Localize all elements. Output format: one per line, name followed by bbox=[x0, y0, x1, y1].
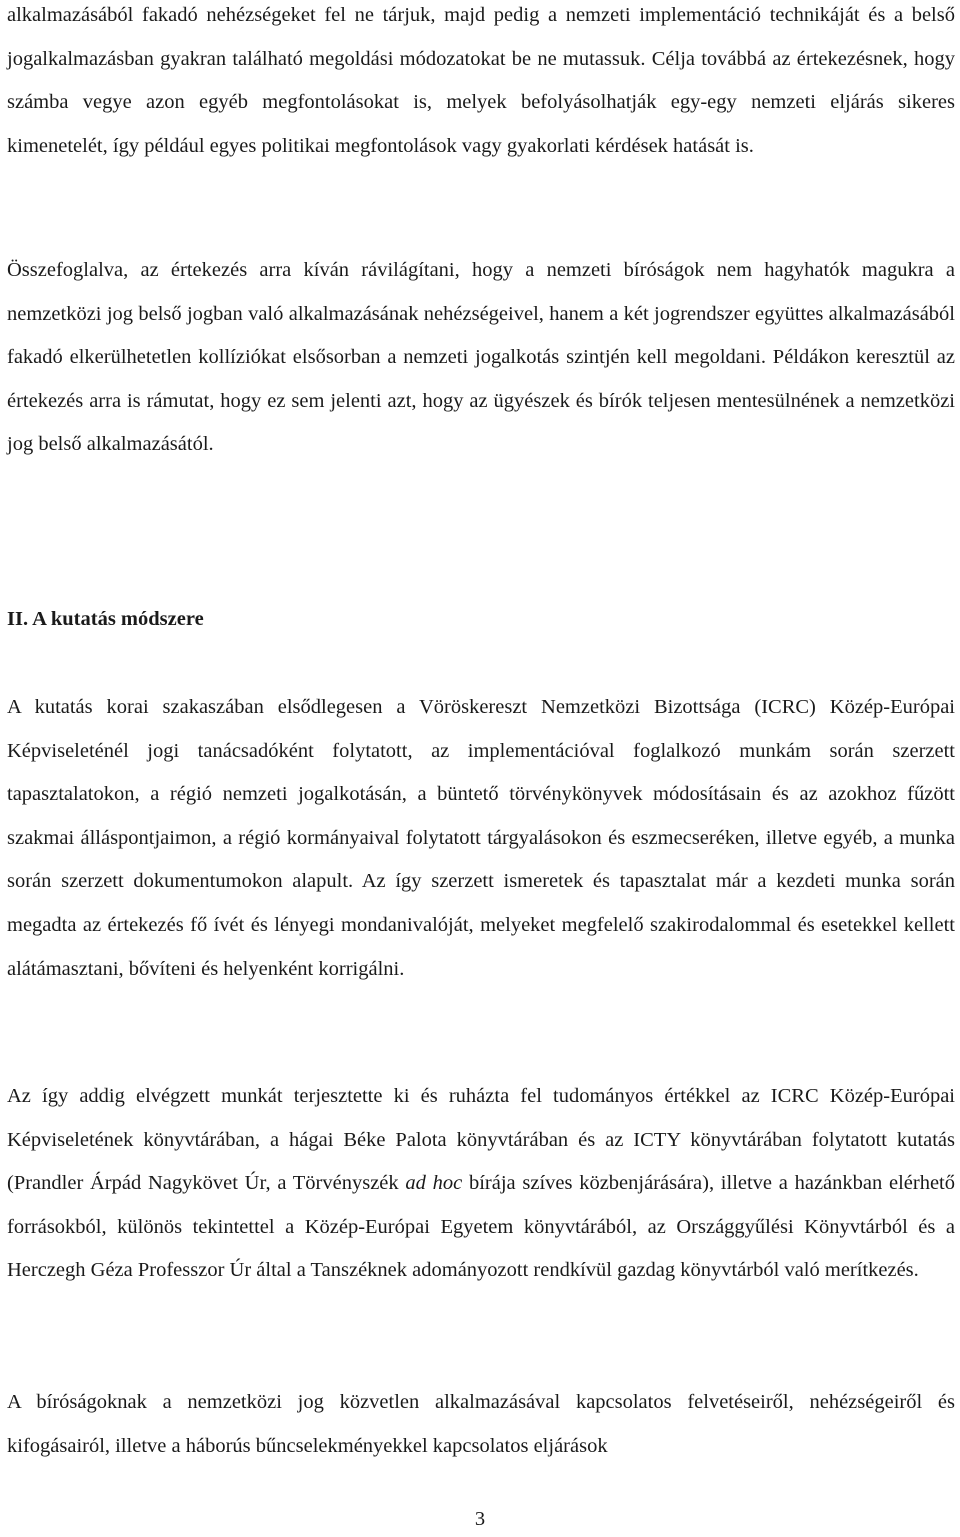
section-heading: II. A kutatás módszere bbox=[7, 608, 204, 630]
paragraph-method-2-text-b: bírája szíves közbenjárására), illetve a hazánkban elérhető forrásokból, különös tekintettel a Közép-Európai Egyetem könyvtárából, az Országgyűlési Könyvtárból és a Herczegh Géza Professzor Úr által a Tanszéknek adományozott rendkívül gazdag könyvtárból való merítkezés. bbox=[7, 1172, 955, 1282]
page-number: 3 bbox=[474, 1508, 486, 1530]
paragraph-method-3: A bíróságoknak a nemzetközi jog közvetlen alkalmazásával kapcsolatos felvetéseiről, nehézségeiről és kifogásairól, illetve a háborús bűncselekményekkel kapcsolatos eljárások bbox=[7, 1391, 955, 1457]
paragraph-method-1: A kutatás korai szakaszában elsődlegesen a Vöröskereszt Nemzetközi Bizottsága (ICRC) Közép-Európai Képviseleténél jogi tanácsadóként folytatott, az implementációval foglalkozó munkám során szerzett tapasztalatokon, a régió nemzeti jogalkotásán, a büntető törvénykönyvek módosításain és az azokhoz fűzött szakmai álláspontjaimon, a régió kormányaival folytatott tárgyalásokon és eszmecseréken, illetve egyéb, a munka során szerzett dokumentumokon alapult. Az így szerzett ismeretek és tapasztalat már a kezdeti munka során megadta az értekezés fő ívét és lényegi mondanivalóját, melyeket megfelelő szakirodalommal és esetekkel kellett alátámasztani, bővíteni és helyenként korrigálni. bbox=[7, 696, 955, 980]
paragraph-method-2-italic: ad hoc bbox=[405, 1172, 463, 1195]
paragraph-intro: alkalmazásából fakadó nehézségeket fel ne tárjuk, majd pedig a nemzeti implementáció technikáját és a belső jogalkalmazásban gyakran található megoldási módozatokat be ne mutassuk. Célja továbbá az értekezésnek, hogy számba vegye azon egyéb megfontolásokat is, melyek befolyásolhatják egy-egy nemzeti eljárás sikeres kimenetelét, így például egyes politikai megfontolások vagy gyakorlati kérdések hatását is. bbox=[7, 4, 955, 157]
paragraph-summary: Összefoglalva, az értekezés arra kíván rávilágítani, hogy a nemzeti bíróságok nem hagyhatók magukra a nemzetközi jog belső jogban való alkalmazásának nehézségeivel, hanem a két jogrendszer együttes alkalmazásából fakadó elkerülhetetlen kollíziókat elsősorban a nemzeti jogalkotás szintjén kell megoldani. Példákon keresztül az értekezés arra is rámutat, hogy ez sem jelenti azt, hogy az ügyészek és bírók teljesen mentesülnének a nemzetközi jog belső alkalmazásától. bbox=[7, 259, 955, 456]
paragraph-method-2-text-a: Az így addig elvégzett munkát terjesztette ki és ruházta fel tudományos értékkel az ICRC Közép-Európai Képviseletének könyvtárában, a hágai Béke Palota könyvtárában és az ICTY könyvtárában folytatott kutatás (Prandler Árpád Nagykövet Úr, a Törvényszék bbox=[7, 1085, 955, 1195]
paragraph-method-2 bbox=[7, 1075, 955, 1293]
